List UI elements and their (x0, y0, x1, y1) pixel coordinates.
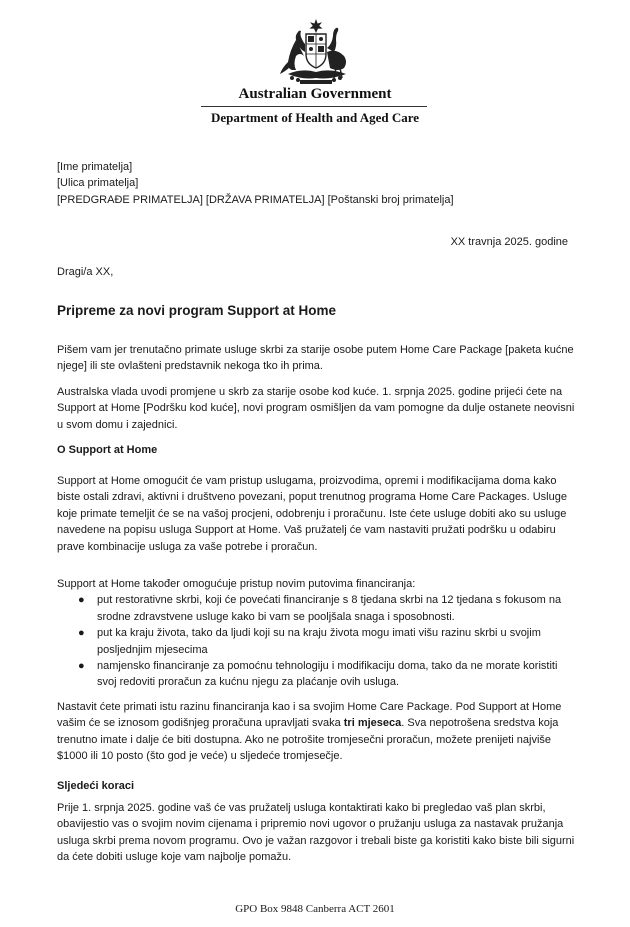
section-heading-next-steps: Sljedeći koraci (57, 780, 135, 792)
budget-text-start: Nastavit ćete primati istu razinu financiranja kao i sa svojim Home Care Package. Pod Support at Home vašim će se iznosom godišnjeg proračuna upravljati svaka (57, 701, 562, 730)
list-item (57, 592, 577, 625)
about-text: Support at Home omogućit će vam pristup uslugama, proizvodima, opremi i modifikacijama doma kako biste ostali zdravi, aktivni i društveno povezani, poput trenutnog programa Home Care Packages. Usluge koje primate temeljit će se na vašoj procjeni, odobrenju i proračunu. Iste ćete usluge dobiti ako su usluge navedene na popisu usluga Support at Home. Vaš pružatelj će vam nastaviti pružati podršku u odabiru prave kombinacije usluga za vaše potrebe i proračun. (57, 475, 567, 553)
footer-address: GPO Box 9848 Canberra ACT 2601 (235, 903, 395, 915)
government-title: Australian Government (238, 86, 392, 102)
list-item (57, 625, 577, 658)
budget-text-emphasis: tri mjeseca (343, 717, 402, 730)
next-steps-text: Prije 1. srpnja 2025. godine vaš će vas pružatelj usluga kontaktirati kako bi pregledao vaš plan skrbi, obavijestio vas o svojim novim cijenama i pripremio novi ugovor o pružanju usluga za nastavak pružanja usluga skrbi prema novom programu. Ovo je važan razgovor i trebali biste ga koristiti kako biste bili sigurni da ćete dobiti usluge koje vam najbolje pomažu. (57, 802, 575, 864)
bullet-icon: ● (78, 660, 85, 673)
list-item-text: put ka kraju života, tako da ljudi koji su na kraju života mogu imati višu razinu skrbi u svojim posljednjim mjesecima (97, 627, 541, 656)
recipient-name: [Ime primatelja] (57, 161, 133, 173)
coat-of-arms-icon (278, 18, 354, 86)
intro-paragraph-2 (57, 384, 577, 433)
bullet-icon: ● (78, 594, 85, 607)
budget-text-end: . Sva nepotrošena sredstva koja trenutno imate i dalje će biti dostupna. Ako ne potrošite tromjesečni proračun, možete prenijeti najviše $1000 ili 10 posto (što god je veće) u sljedeće tromjesečje. (57, 717, 559, 763)
about-paragraph (57, 473, 577, 555)
salutation: Dragi/a XX, (57, 266, 114, 278)
list-item (57, 658, 577, 691)
funding-intro: Support at Home također omogućuje pristup novim putovima financiranja: (57, 578, 416, 590)
intro-text-1: Pišem vam jer trenutačno primate usluge skrbi za starije osobe putem Home Care Package [paketa kućne njege] ili ste ovlašteni predstavnik nekoga tko ih prima. (57, 344, 574, 373)
recipient-street: [Ulica primatelja] (57, 177, 139, 190)
funding-section (57, 576, 577, 691)
list-item-text: namjensko financiranje za pomoćnu tehnologiju i modifikaciju doma, tako da ne morate koristiti svoj redoviti proračun za kućnu njegu za plaćanje ovih usluga. (97, 660, 558, 689)
list-item-text: put restorativne skrbi, koji će povećati financiranje s 8 tjedana skrbi na 12 tjedana s fokusom na srodne zdravstvene usluge kako bi vam se pooljšala snaga i sposobnosti. (97, 594, 562, 623)
section-heading-about: O Support at Home (57, 444, 158, 456)
letter-date: XX travnja 2025. godine (450, 236, 568, 248)
next-steps-paragraph (57, 800, 577, 866)
department-name: Department of Health and Aged Care (210, 110, 420, 125)
intro-paragraph-1 (57, 342, 577, 375)
intro-text-2: Australska vlada uvodi promjene u skrb za starije osobe kod kuće. 1. srpnja 2025. godine prijeći ćete na Support at Home [Podršku kod kuće], novi program osmišljen da vam pomogne da dulje ostanete neovisni u svom domu i zajednici. (57, 386, 575, 431)
budget-text (57, 699, 577, 765)
recipient-address (57, 159, 577, 208)
letter-title: Pripreme za novi program Support at Home (57, 303, 337, 318)
bullet-icon: ● (78, 627, 85, 640)
header-divider (201, 106, 427, 107)
budget-paragraph (57, 699, 577, 765)
funding-list (57, 592, 577, 690)
recipient-location: [PREDGRAĐE PRIMATELJA] [DRŽAVA PRIMATELJA] [Poštanski broj primatelja] (57, 193, 454, 206)
